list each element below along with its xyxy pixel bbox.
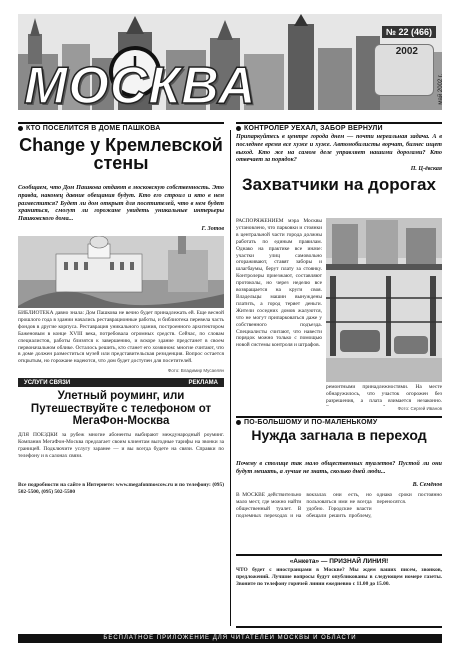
- column-divider: [230, 130, 231, 626]
- lead-paragraph-toilets: Почему в столице так мало общественных туалетов? Пустой ли они будут мешать, а лучше не знать, сколько дней люди...: [236, 460, 442, 475]
- bullet-icon: [236, 126, 241, 131]
- article-body-left: БИБЛИОТЕКА давно знала: Дом Пашкова не вечно будет принадлежать ей. Еще весной прошлого года в здании начались реставрационные работы, и библиотека перевела часть фондов в другие корпуса. Реставрация уникального здания, построенного архитектором Баженовым в конце XVIII века, потребовала огромных средств. Сейчас, по словам специалистов, работы близятся к завершению, и вскоре здание предстанет в своем первоначальном облике. Осталось решить, кто станет его хозяином: многие считают, что в доме должен разместиться музей или представительская резиденция. Вопрос остается открытым, но горожане надеются, что дом будет доступен для посетителей.: [18, 310, 224, 365]
- announcement-body: ЧТО будет с иностранцами в Москве? Мы ждем ваших писем, звонков, предложений. Лучшие вопросы будут опубликованы в следующем номере газеты. Звоните по телефону горячей линии ежедневно с 11.00 до 15.00.: [236, 567, 442, 587]
- announcement-title: «Анкета» — ПРИЗНАЙ ЛИНИЯ!: [289, 558, 389, 565]
- ad-headline: Улетный роуминг, или Путешествуйте с телефоном от МегаФон-Москва: [30, 390, 212, 428]
- section-label: КОНТРОЛЕР УЕХАЛ, ЗАБОР ВЕРНУЛИ: [244, 125, 383, 132]
- section-label: КТО ПОСЕЛИТСЯ В ДОМЕ ПАШКОВА: [26, 125, 161, 132]
- ad-bar: [18, 378, 224, 387]
- lead-paragraph-right: Припаркуйтесь в центре города днем — почти нереальная задача. А в последнее время все хуже и хуже. Автомобилисты ворчат, бизнес ищет выход. Кто же на самом деле управляет нашими дорогами? Кто отвечает за порядок?: [236, 133, 442, 164]
- headline-zakhvatchiki: Захватчики на дорогах: [242, 175, 436, 194]
- parking-photo: [326, 218, 442, 382]
- ad-bar-left: УСЛУГИ СВЯЗИ: [24, 379, 71, 386]
- section-label: ПО-БОЛЬШОМУ И ПО-МАЛЕНЬКОМУ: [244, 419, 378, 426]
- headline-change: Change у Кремлевской стены: [19, 135, 223, 173]
- photo-credit-left: Фото: Владимир Мусаелян: [167, 368, 224, 373]
- masthead: [18, 6, 442, 114]
- bullet-icon: [18, 126, 23, 131]
- section-head-toilets: [236, 416, 442, 426]
- ad-bar-right: РЕКЛАМА: [188, 379, 218, 386]
- badge-year: 2002: [395, 46, 418, 57]
- article-body-right: РАСПОРЯЖЕНИЕМ мэра Москвы установлено, что парковки и стоянки в центральной части города должны работать по единым правилам. Однако на практике все иначе: участки улиц самовольно огораживают, ставят заборы и шлагбаумы, берут плату за стоянку. Контролеры приезжают, составляют протоколы, но через неделю все возвращается на круги своя. Владельцы машин вынуждены платить, а город теряет деньги. Жители соседних домов жалуются, что не могут припарковаться даже у собственного подъезда. Специалисты считают, что навести порядок можно только с помощью новой системы контроля и штрафов.: [236, 218, 322, 349]
- section-head-right: [236, 122, 442, 132]
- pashkov-house-photo: [18, 236, 224, 308]
- article-body-toilets: В МОСКВЕ действительно мало мест, где можно найти общественный туалет. В подземных переходах и на вокзалах они есть, но пользоваться ими не всегда удобно. Городские власти обещали решить проблему, однако сроки постоянно переносятся.: [236, 492, 442, 519]
- byline-right: П. Ц-ёвская: [410, 166, 442, 172]
- announcement-box: [236, 554, 442, 628]
- newspaper-page: [18, 6, 442, 646]
- bullet-icon: [236, 420, 241, 425]
- masthead-title: МОСКВА: [24, 57, 257, 115]
- issue-number: № 22 (466): [382, 26, 436, 38]
- byline: Г. Зотов: [201, 226, 224, 232]
- photo-credit-right: Фото: Сергей Иванов: [397, 406, 442, 411]
- article-body-right-continued: ремонтными принадлежностями. На месте обнаружилось, что участок огорожен без разрешения, а плата взимается незаконно.: [326, 384, 442, 404]
- ad-body: ДЛЯ ПОЕЗДКИ за рубеж многие абоненты выбирают международный роуминг. Компания МегаФон-Москва предлагает своим клиентам выгодные тарифы на звонки за границей. Подключите услугу заранее — и вы всегда будете на связи. Справки по телефону и в салонах связи.: [18, 432, 224, 459]
- headline-nuzhda: Нужда загнала в переход: [251, 427, 427, 443]
- section-head-left: [18, 122, 224, 132]
- ad-contacts: Все подробности на сайте в Интернете: www.megafonmoscow.ru и по телефону: (095) 502-5500, (095) 502-5500: [18, 482, 224, 495]
- footer-bar: БЕСПЛАТНОЕ ПРИЛОЖЕНИЕ ДЛЯ ЧИТАТЕЛЕЙ МОСКВЫ И ОБЛАСТИ: [18, 634, 442, 643]
- byline-toilets: В. Семёнов: [412, 482, 442, 488]
- issue-date: май 2002 г.: [438, 74, 444, 105]
- lead-paragraph: Сообщаем, что Дом Пашкова отдают в московскую собственность. Это правда, наконец давние обещания будут. Кто его строил и кто в нем разместится? Будет ли дом открыт для посетителей, что в нем будет храниться, смогут ли горожане увидеть уникальные интерьеры Пашковского дома...: [18, 184, 224, 222]
